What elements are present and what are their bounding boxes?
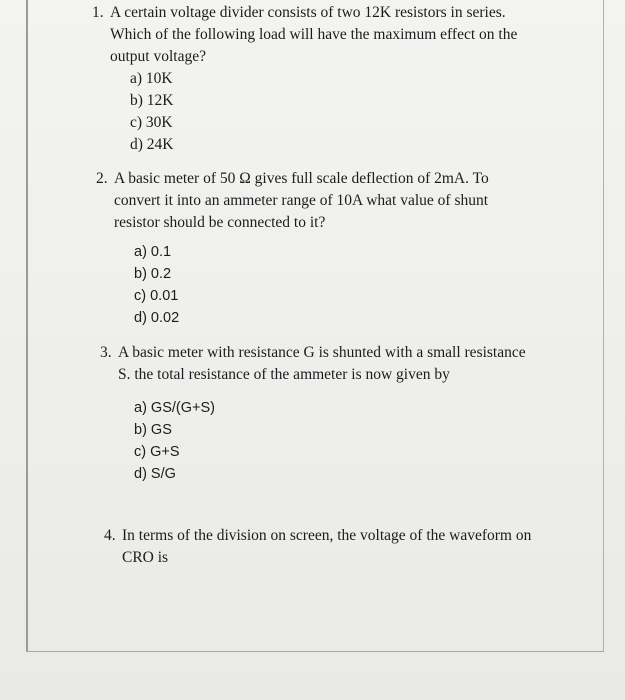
question-line: Which of the following load will have the maximum effect on the [110, 26, 518, 43]
option-a: a) GS/(G+S) [134, 400, 215, 416]
question-number: 2. [96, 170, 108, 187]
page-border-left [26, 0, 28, 652]
question-line: In terms of the division on screen, the voltage of the waveform on [122, 527, 532, 544]
question-line: output voltage? [110, 48, 206, 65]
option-a: a) 0.1 [134, 244, 172, 260]
question-text [122, 525, 531, 569]
question-number: 3. [100, 344, 112, 361]
question-text [118, 342, 526, 386]
option-d: d) 0.02 [134, 310, 180, 326]
question-line: resistor should be connected to it? [114, 214, 326, 231]
option-b: b) 0.2 [134, 266, 172, 282]
option-c: c) 30K [130, 114, 173, 131]
option-b: b) 12K [130, 92, 174, 109]
question-line: A basic meter of 50 Ω gives full scale deflection of 2mA. To [114, 170, 489, 187]
option-list [134, 397, 215, 485]
question-line: A certain voltage divider consists of two 12K resistors in series. [110, 4, 506, 21]
question-number: 1. [92, 4, 104, 21]
option-c: c) 0.01 [134, 288, 179, 304]
option-list [134, 241, 179, 329]
question-line: CRO is [122, 549, 169, 566]
question-line: A basic meter with resistance G is shunted with a small resistance [118, 344, 526, 361]
option-b: b) GS [134, 422, 172, 438]
option-a: a) 10K [130, 70, 173, 87]
option-list [130, 68, 173, 156]
page-border-right [603, 0, 604, 652]
option-d: d) S/G [134, 466, 176, 482]
question-number: 4. [104, 527, 116, 544]
question-text [114, 168, 489, 234]
page-border-bottom [26, 651, 604, 652]
option-c: c) G+S [134, 444, 180, 460]
option-d: d) 24K [130, 136, 174, 153]
question-line: convert it into an ammeter range of 10A what value of shunt [114, 192, 489, 209]
question-line: S. the total resistance of the ammeter is now given by [118, 366, 450, 383]
question-text [110, 2, 517, 68]
